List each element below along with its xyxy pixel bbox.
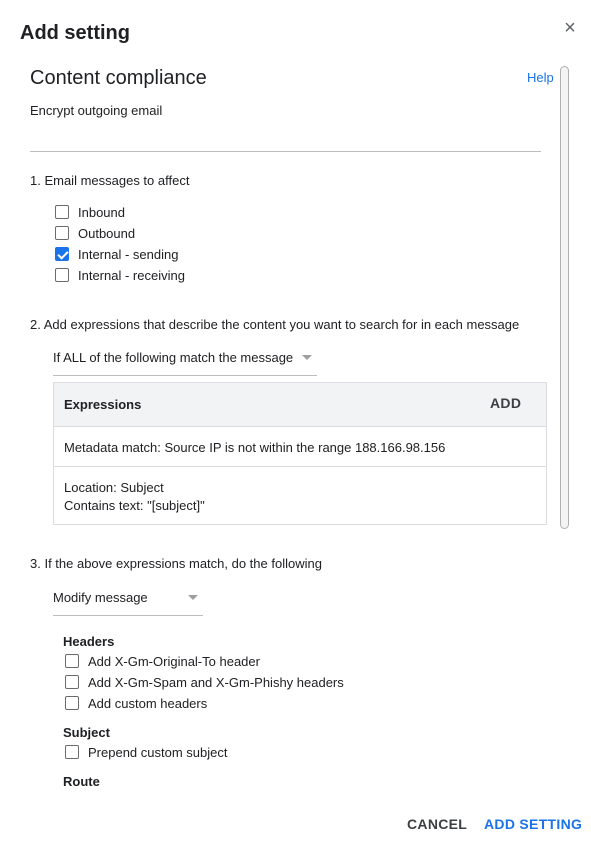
dropdown-arrow-icon [188,595,198,600]
checkbox-inbound[interactable] [55,203,125,221]
checkbox-label: Prepend custom subject [88,744,228,760]
checkbox-outbound[interactable] [55,224,135,242]
expressions-header [54,383,546,427]
checkbox-label: Add X-Gm-Original-To header [88,653,260,669]
checkbox-label: Inbound [78,204,125,220]
checkbox-box[interactable] [55,226,69,240]
expression-row[interactable] [54,427,546,467]
checkbox-box[interactable] [65,675,79,689]
checkbox-label: Outbound [78,225,136,241]
checkbox-label: Internal - sending [78,246,179,262]
section-title: Content compliance [30,67,207,89]
step1-label: 1. Email messages to affect [30,173,190,188]
match-select-value: If ALL of the following match the message [53,350,294,365]
expression-text: Location: Subject [64,480,164,495]
subject-group-label: Subject [63,725,110,740]
dialog-title: Add setting [20,22,130,44]
checkbox-box[interactable] [65,696,79,710]
checkbox-box[interactable] [55,268,69,282]
expressions-title: Expressions [64,397,142,412]
checkbox-label: Add X-Gm-Spam and X-Gm-Phishy headers [88,674,344,690]
close-icon[interactable]: × [564,17,576,39]
step3-label: 3. If the above expressions match, do the following [30,556,322,571]
checkbox-spam-phishy-headers[interactable] [65,673,344,691]
checkbox-box[interactable] [65,654,79,668]
route-group-label: Route [63,774,100,786]
expressions-table [53,382,547,525]
expression-text: Metadata match: Source IP is not within the range 188.166.98.156 [64,440,446,455]
checkbox-custom-headers[interactable] [65,694,207,712]
checkbox-box[interactable] [65,745,79,759]
add-expression-button[interactable]: ADD [490,395,522,411]
checkbox-internal-sending[interactable] [55,245,178,263]
checkbox-box-checked[interactable] [55,247,69,261]
expression-row[interactable] [54,467,546,524]
headers-group-label: Headers [63,634,115,649]
expression-text: Contains text: "[subject]" [64,498,205,513]
dropdown-arrow-icon [302,355,312,360]
checkbox-prepend-subject[interactable] [65,743,227,761]
scrollbar-thumb[interactable] [560,66,569,529]
add-setting-button[interactable]: ADD SETTING [484,816,583,832]
dialog-content [0,60,558,786]
description-field[interactable] [30,103,541,152]
checkbox-box[interactable] [55,205,69,219]
description-value: Encrypt outgoing email [30,103,163,118]
cancel-button[interactable]: CANCEL [407,816,468,832]
help-link[interactable]: Help [527,70,554,85]
step2-label: 2. Add expressions that describe the content you want to search for in each message [30,317,520,332]
action-select[interactable] [53,582,203,616]
checkbox-original-to-header[interactable] [65,652,260,670]
match-select[interactable] [53,342,317,376]
checkbox-label: Internal - receiving [78,267,185,283]
checkbox-label: Add custom headers [88,695,208,711]
action-select-value: Modify message [53,590,148,605]
checkbox-internal-receiving[interactable] [55,266,185,284]
